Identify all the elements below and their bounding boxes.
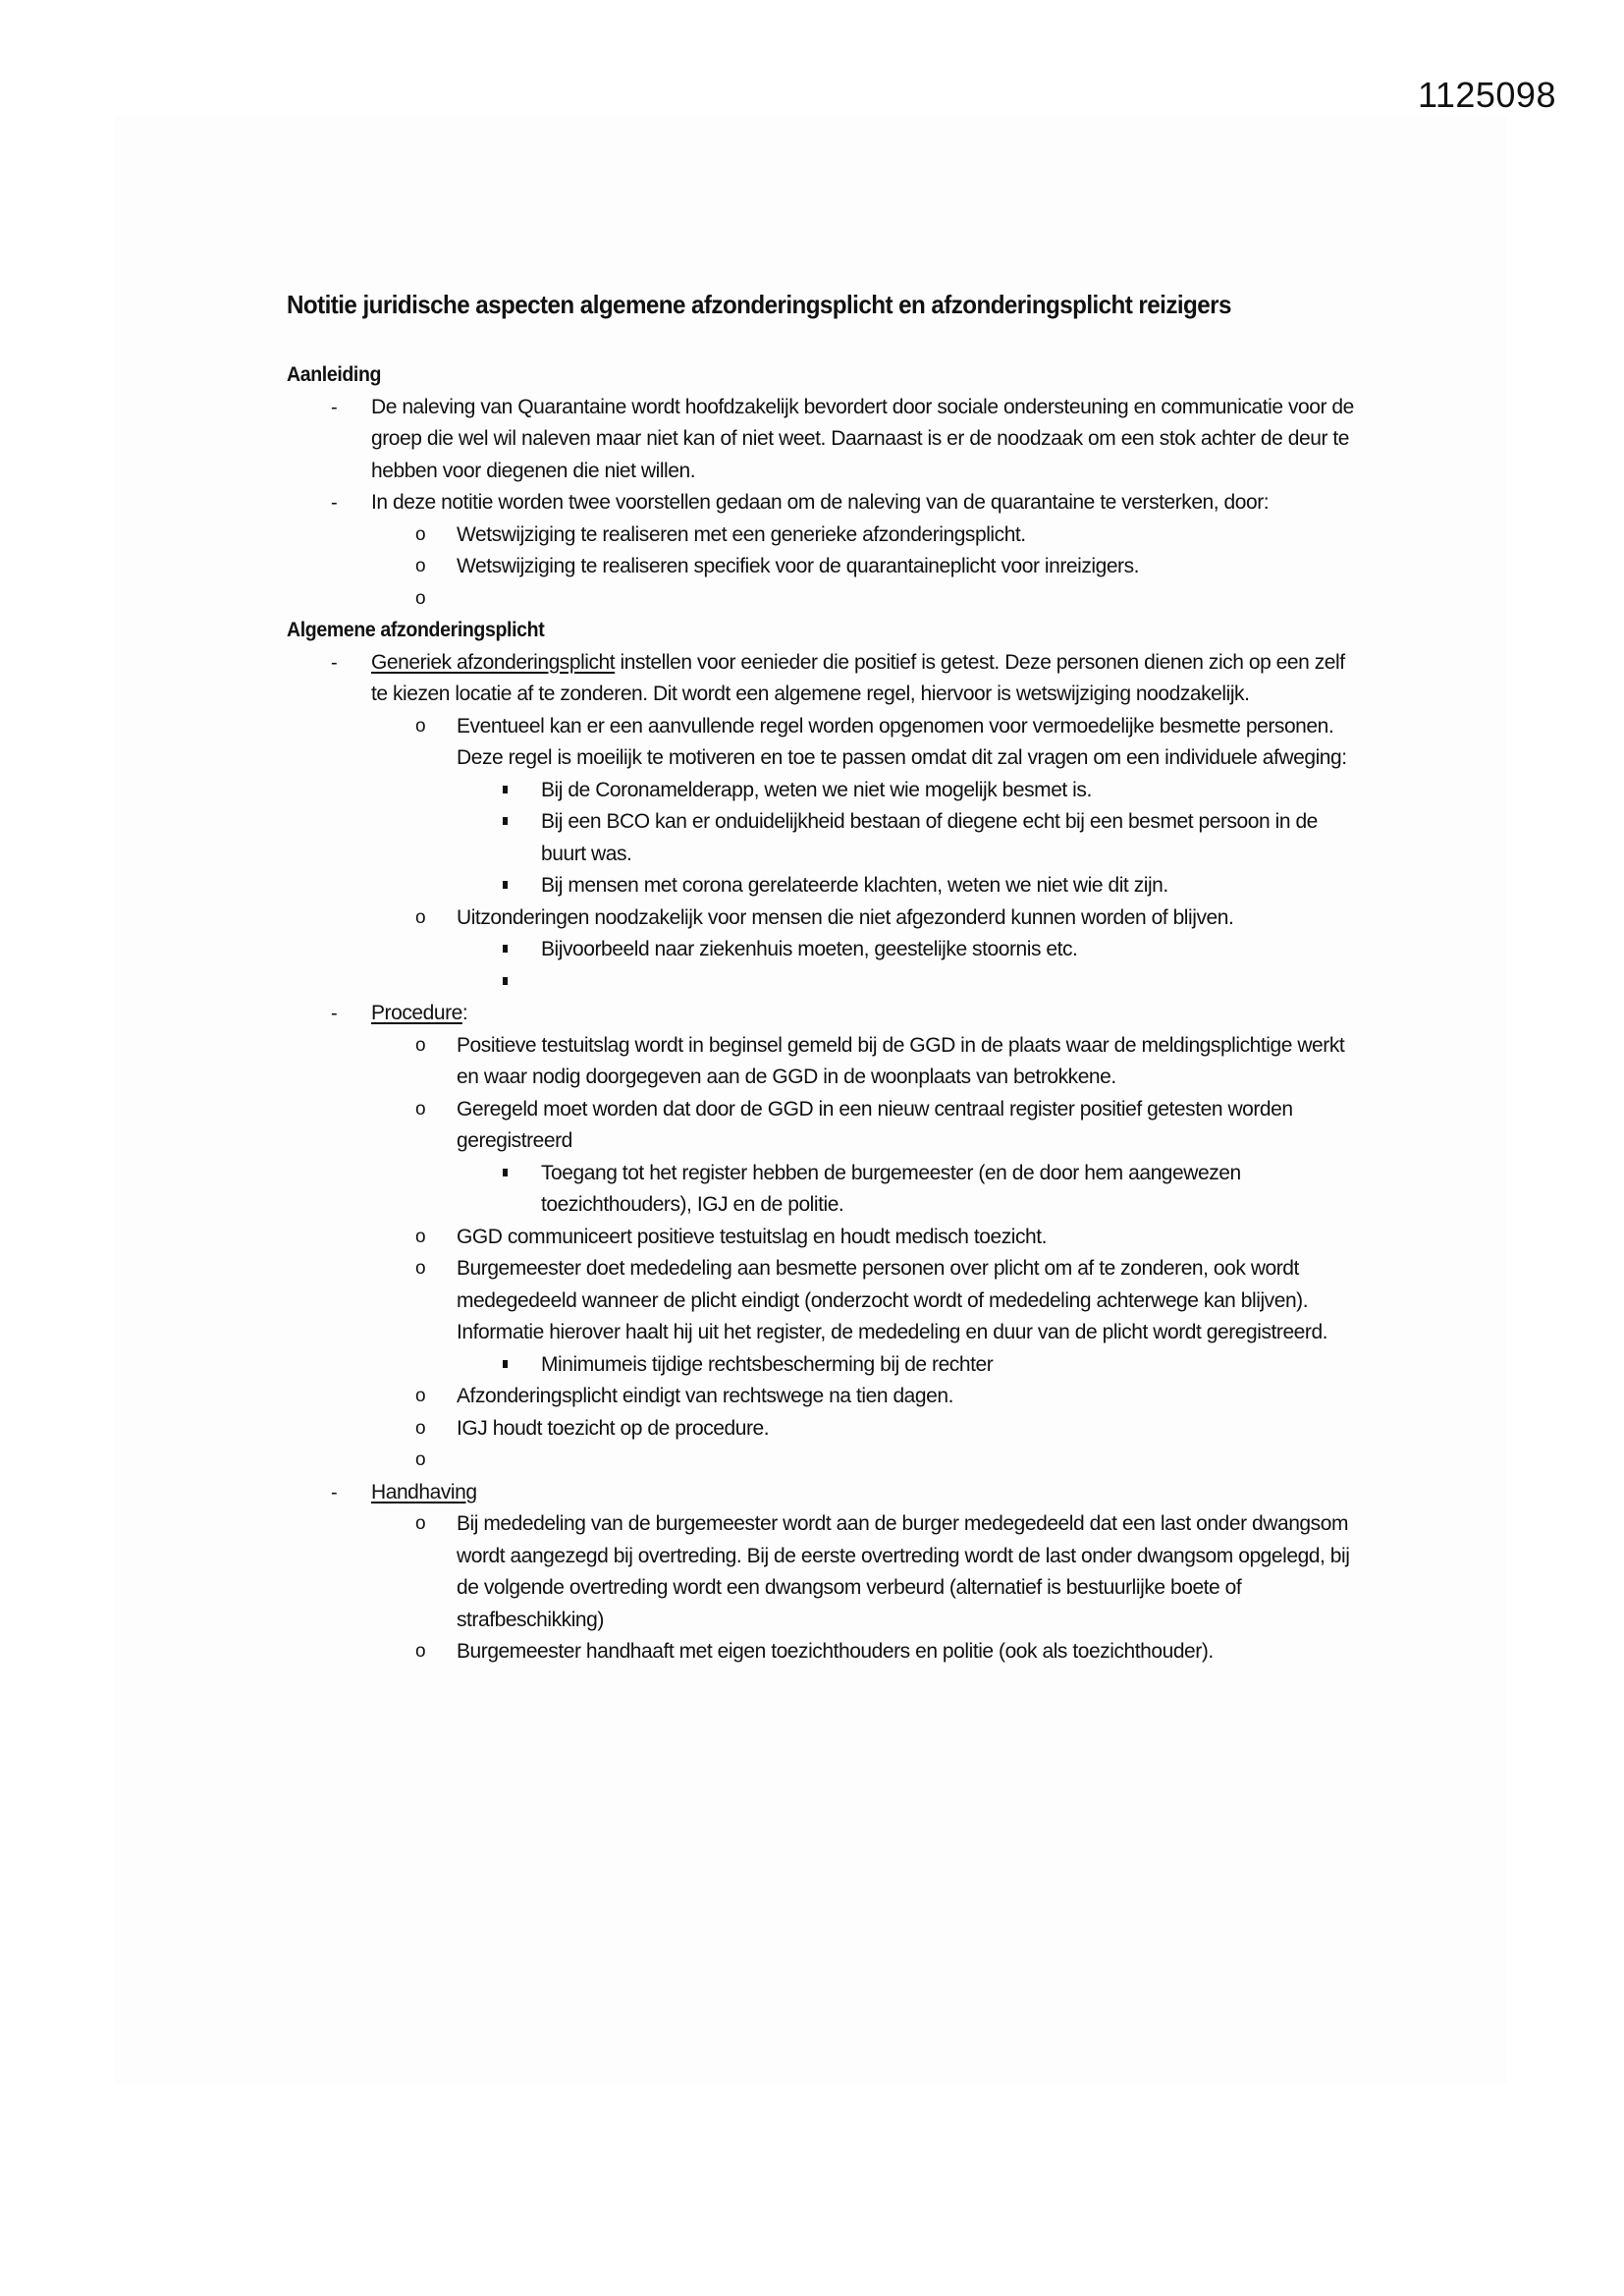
circle-marker: o xyxy=(415,906,426,928)
circle-marker: o xyxy=(415,1513,426,1534)
procedure-label: Procedure xyxy=(371,1002,462,1024)
bullet-item-text: Minimumeis tijdige rechtsbescherming bij de rechter xyxy=(541,1352,994,1376)
sub-list-item xyxy=(287,1636,1357,1668)
sub-list-item-text: Bij mededeling van de burgemeester wordt aan de burger medegedeeld dat een last onder dwangsom wordt aangezegd bij overtreding. Bij de eerste overtreding wordt de last onder dwangsom opgelegd, bij de volgende overtreding wordt een dwangsom verbeurd (alternatief is bestuurlijke boete of strafbeschikking) xyxy=(457,1512,1350,1631)
square-bullet-icon xyxy=(503,966,508,999)
bullet-item-text: Bij mensen met corona gerelateerde klachten, weten we niet wie dit zijn. xyxy=(541,874,1168,897)
dash-marker: - xyxy=(331,651,338,674)
document-id: 1125098 xyxy=(1418,75,1556,115)
list-item-text: In deze notitie worden twee voorstellen gedaan om de naleving van de quarantaine te versterken, door: xyxy=(371,491,1270,514)
list-item-text: De naleving van Quarantaine wordt hoofdzakelijk bevordert door sociale ondersteuning en communicatie voor de groep die wel wil naleven maar niet kan of niet weet. Daarnaast is er de noodzaak om een stok achter de deur te hebben voor diegenen die niet willen. xyxy=(371,395,1354,482)
sub-list-item-text: Wetswijziging te realiseren met een generieke afzonderingsplicht. xyxy=(457,522,1026,546)
sub-list-item-text: Eventueel kan er een aanvullende regel worden opgenomen voor vermoedelijke besmette personen. Deze regel is moeilijk te motiveren en toe te passen omdat dit zal vragen om een individuele afweging: xyxy=(457,714,1347,769)
dash-marker: - xyxy=(331,1481,338,1503)
square-bullet-icon xyxy=(503,870,508,902)
circle-marker: o xyxy=(415,1098,426,1120)
sub-list-item xyxy=(287,1253,1357,1381)
sub-list-item xyxy=(287,551,1357,583)
sub-list-item xyxy=(287,711,1357,902)
aanleiding-list xyxy=(287,392,1357,616)
sub-list-item xyxy=(287,1508,1357,1636)
circle-marker: o xyxy=(415,556,426,576)
bullet-item-empty xyxy=(287,966,1357,999)
square-bullet-icon xyxy=(503,1158,508,1190)
document-body xyxy=(287,287,1357,1668)
procedure-label-suffix: : xyxy=(461,1002,468,1024)
sub-list-item xyxy=(287,1030,1357,1094)
sub-list-item xyxy=(287,1381,1357,1413)
sub-list-item-text: Positieve testuitslag wordt in beginsel gemeld bij de GGD in de plaats waar de meldingsplichtige werkt en waar nodig doorgegeven aan de GGD in de woonplaats van betrokkene. xyxy=(457,1033,1345,1088)
bullet-item-text: Bij een BCO kan er onduidelijkheid bestaan of diegene echt bij een besmet persoon in de buurt was. xyxy=(541,810,1318,865)
circle-marker: o xyxy=(415,1258,426,1279)
list-item xyxy=(287,487,1357,615)
list-item-procedure xyxy=(287,998,1357,1477)
circle-marker: o xyxy=(415,1226,426,1247)
list-item xyxy=(287,647,1357,999)
square-bullet-icon xyxy=(503,775,508,807)
bullet-item-text: Toegang tot het register hebben de burgemeester (en de door hem aangewezen toezichthouders), IGJ en de politie. xyxy=(541,1161,1241,1216)
bullet-item-text: Bijvoorbeeld naar ziekenhuis moeten, geestelijke stoornis etc. xyxy=(541,938,1078,960)
bullet-item xyxy=(287,870,1357,902)
list-item xyxy=(287,392,1357,488)
sub-list-item-text: Burgemeester doet mededeling aan besmette personen over plicht om af te zonderen, ook wordt medegedeeld wanneer de plicht eindigt (onderzocht wordt of mededeling achterwege kan blijven). Informatie hierover haalt hij uit het register, de mededeling en duur van de plicht wordt geregistreerd. xyxy=(457,1257,1328,1343)
circle-marker: o xyxy=(415,1641,426,1662)
circle-marker: o xyxy=(415,715,426,737)
sub-list-item xyxy=(287,1094,1357,1222)
handhaving-label: Handhaving xyxy=(371,1480,477,1503)
circle-marker: o xyxy=(415,1449,426,1470)
circle-marker: o xyxy=(415,523,426,545)
circle-marker: o xyxy=(415,1034,426,1056)
bullet-item xyxy=(287,775,1357,807)
dash-marker: - xyxy=(331,396,338,418)
bullet-item xyxy=(287,806,1357,870)
circle-marker: o xyxy=(415,587,426,609)
sub-list-item-text: Geregeld moet worden dat door de GGD in een nieuw centraal register positief getesten worden geregistreerd xyxy=(457,1097,1293,1152)
list-item-text: instellen voor eenieder die positief is getest. Deze personen dienen zich op een zelf te kiezen locatie af te zonderen. Dit wordt een algemene regel, hiervoor is wetswijziging noodzakelijk. xyxy=(371,650,1345,705)
bullet-item xyxy=(287,1349,1357,1382)
bullet-item xyxy=(287,1158,1357,1222)
sub-list-item-empty xyxy=(287,583,1357,616)
sub-list-item-text: Uitzonderingen noodzakelijk voor mensen die niet afgezonderd kunnen worden of blijven. xyxy=(457,905,1234,929)
section-heading-aanleiding: Aanleiding xyxy=(287,363,382,386)
dash-marker: - xyxy=(331,492,338,514)
sub-list-item xyxy=(287,902,1357,999)
bullet-item xyxy=(287,934,1357,966)
circle-marker: o xyxy=(415,1417,426,1439)
bullet-item-text: Bij de Coronamelderapp, weten we niet wie mogelijk besmet is. xyxy=(541,778,1092,801)
square-bullet-icon xyxy=(503,934,508,966)
sub-list-item xyxy=(287,1222,1357,1254)
circle-marker: o xyxy=(415,1386,426,1406)
sub-list-item-text: Wetswijziging te realiseren specifiek voor de quarantaineplicht voor inreizigers. xyxy=(457,555,1140,577)
sub-list-item xyxy=(287,1413,1357,1446)
underlined-term: Generiek afzonderingsplicht xyxy=(371,650,616,674)
sub-list-item-empty xyxy=(287,1445,1357,1477)
dash-marker: - xyxy=(331,1003,338,1024)
sub-list-item-text: Afzonderingsplicht eindigt van rechtswege na tien dagen. xyxy=(457,1385,953,1407)
sub-list-item-text: Burgemeester handhaaft met eigen toezichthouders en politie (ook als toezichthouder). xyxy=(457,1640,1214,1663)
square-bullet-icon xyxy=(503,806,508,839)
algemene-list xyxy=(287,647,1357,1668)
sub-list-item xyxy=(287,519,1357,552)
section-heading-algemene-afzonderingsplicht: Algemene afzonderingsplicht xyxy=(287,619,545,641)
page-title: Notitie juridische aspecten algemene afzonderingsplicht en afzonderingsplicht reizigers xyxy=(287,290,1231,319)
square-bullet-icon xyxy=(503,1349,508,1382)
sub-list-item-text: IGJ houdt toezicht op de procedure. xyxy=(457,1416,770,1440)
list-item-handhaving xyxy=(287,1477,1357,1668)
sub-list-item-text: GGD communiceert positieve testuitslag en houdt medisch toezicht. xyxy=(457,1225,1048,1248)
